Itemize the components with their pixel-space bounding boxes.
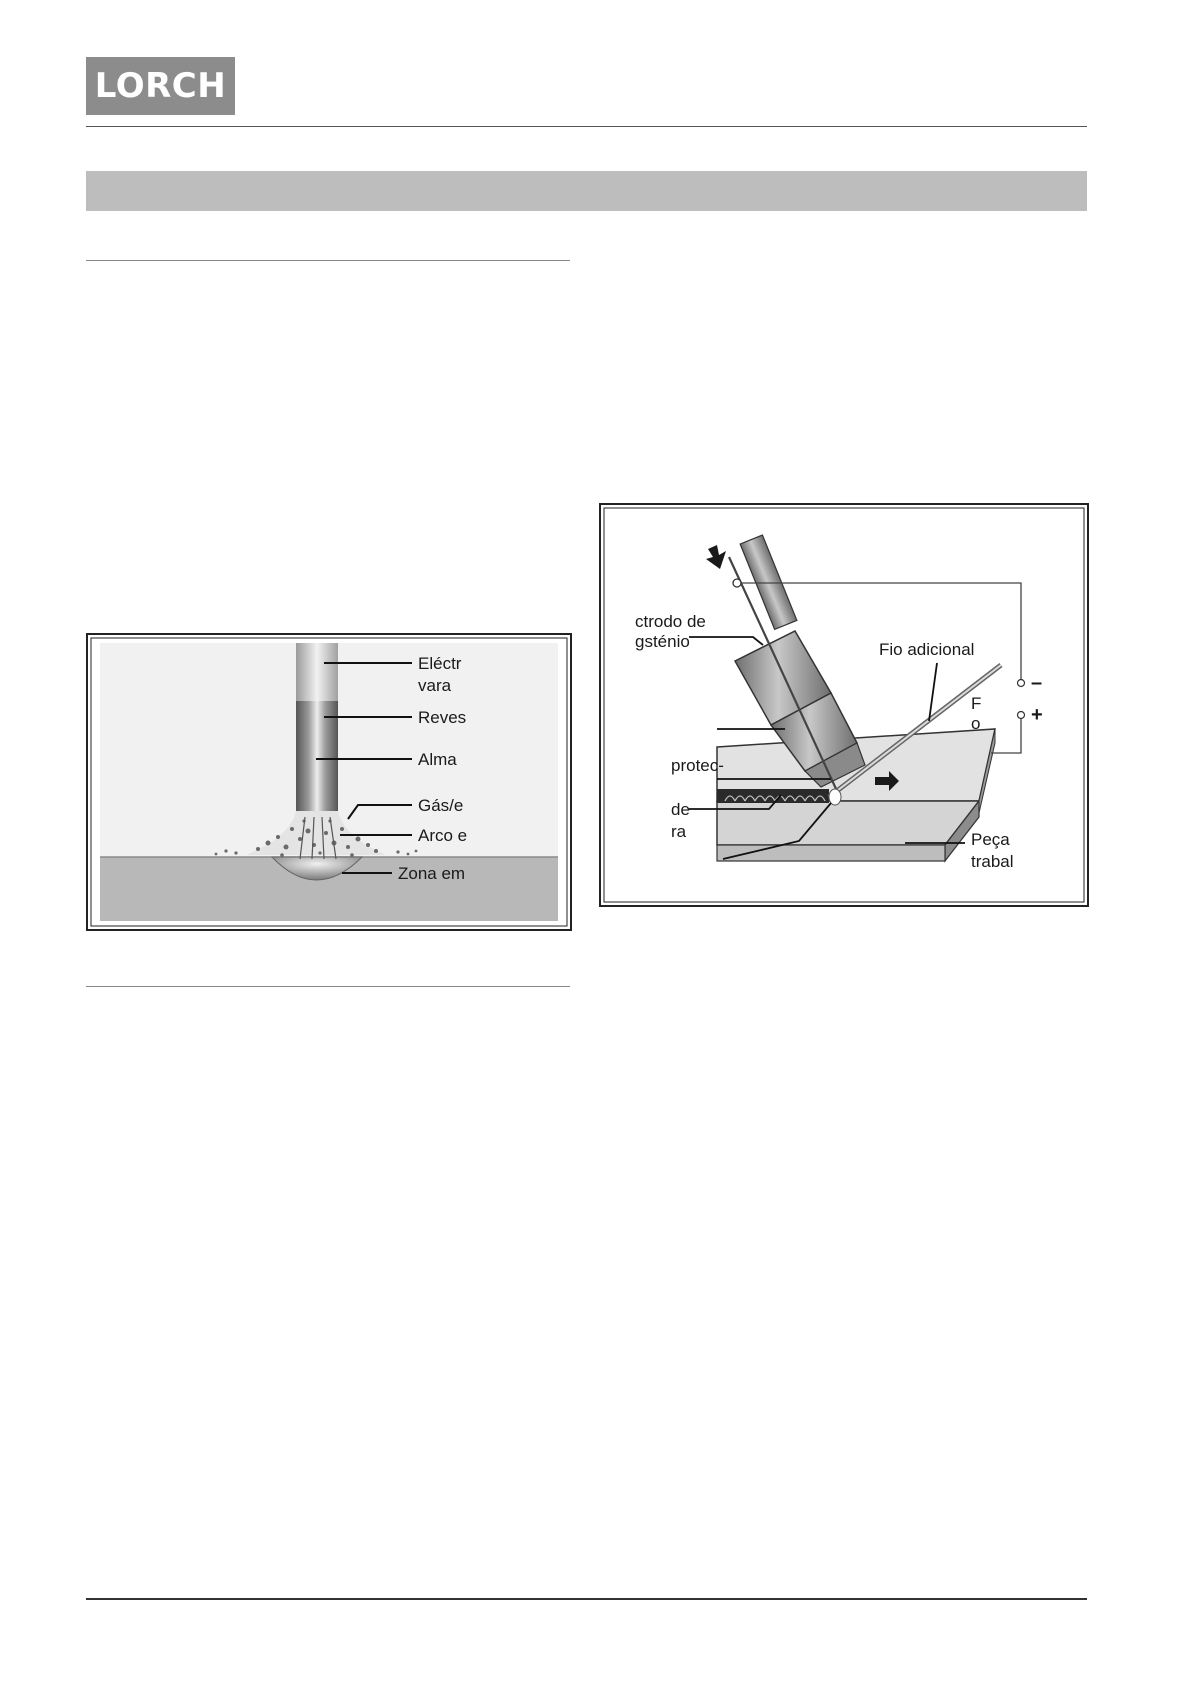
figure-tig-welding — [599, 503, 1089, 907]
label-arc: Arco e — [418, 826, 468, 845]
label-core: Alma — [418, 750, 457, 769]
figure-stick-electrode-svg — [86, 633, 572, 931]
figure-tig-welding-svg — [599, 503, 1089, 907]
label-shield: protec- — [671, 756, 724, 775]
logo-text: LORCH — [94, 66, 227, 106]
label-tungsten-electrode-line1: ctrodo de — [635, 612, 706, 631]
label-electrode-line2: vara — [418, 676, 452, 695]
label-seam-line2: ra — [671, 822, 687, 841]
label-workpiece-line1: Peça — [971, 830, 1010, 849]
figure-stick-electrode — [86, 633, 572, 931]
label-gas: Gás/e — [418, 796, 464, 815]
label-workpiece-line2: trabal — [971, 852, 1014, 871]
label-plus: + — [1031, 704, 1043, 726]
header-rule — [86, 126, 1087, 127]
label-source-line2: o — [971, 714, 981, 733]
section-band — [86, 171, 1087, 211]
label-seam-line1: de — [671, 800, 690, 819]
label-electrode-line1: Eléctr — [418, 654, 462, 673]
left-column-rule-top — [86, 260, 570, 261]
footer-rule — [86, 1598, 1087, 1600]
label-filler-wire: Fio adicional — [879, 640, 975, 659]
label-source-line1: F — [971, 694, 982, 713]
label-minus: – — [1031, 672, 1043, 694]
label-tungsten-electrode-line2: gsténio — [635, 632, 690, 651]
label-coating: Reves — [418, 708, 467, 727]
lorch-logo — [86, 57, 235, 115]
left-column-rule-bottom — [86, 986, 570, 987]
label-zone: Zona em — [398, 864, 466, 883]
